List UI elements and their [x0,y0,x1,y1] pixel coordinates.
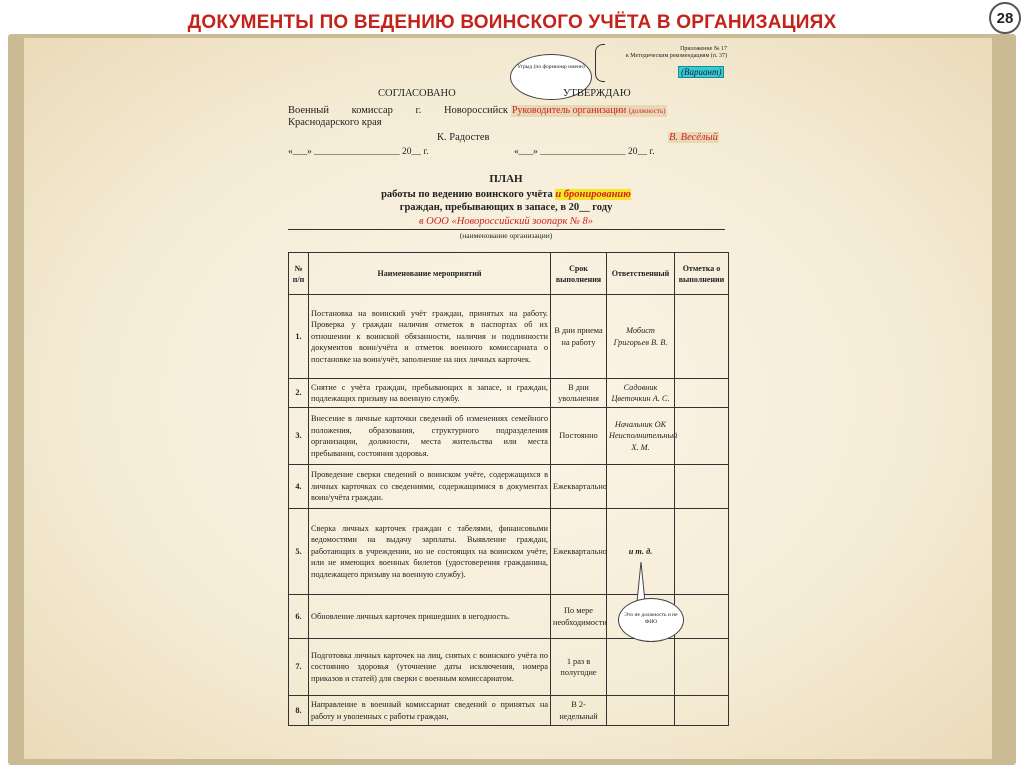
row-term: 1 раз в полугодие [551,639,607,696]
col-header-num: № п/п [289,253,309,295]
date-right: «___» __________________ 20__ г. [514,147,655,157]
head-org-label: Руководитель организации [512,105,627,116]
date-left: «___» __________________ 20__ г. [288,147,429,157]
table-row [289,639,729,696]
row-mark [675,696,729,726]
row-name: Подготовка личных карточек на лиц, снятых с воинского учёта по состоянию здоровья (уточнение даты исключения, номера приказов и статей) для сверки с военным комиссариатом. [309,639,551,696]
plan-subtitle-highlight: и бронированию [555,189,631,200]
row-num: 5. [289,509,309,595]
appendix-line-1: Приложение № 17 [680,46,727,52]
plan-subtitle-2: граждан, пребывающих в запасе, в 20__ году [399,202,613,213]
row-name: Проведение сверки сведений о воинском учёте, содержащихся в личных карточках со сведениями, содержащимися в документах воин/учёта граждан. [309,465,551,509]
row-name: Внесение в личные карточки сведений об изменениях семейного положения, образования, структурного подразделения организации, должности, места жительства или места пребывания, состояния здоровья. [309,408,551,465]
col-header-term: Срок выполнения [551,253,607,295]
table-row [289,465,729,509]
col-header-resp: Ответственный [607,253,675,295]
row-num: 4. [289,465,309,509]
row-resp: Начальник ОК Неисполнительный Х. М. [607,408,675,465]
row-name: Обновление личных карточек пришедших в негодность. [309,595,551,639]
row-resp: Мобист Григорьев В. В. [607,295,675,379]
variant-badge: (Вариант) [678,66,724,78]
plan-document [282,40,730,730]
table-row [289,696,729,726]
approve-label: УТВЕРЖДАЮ [563,88,631,99]
row-mark [675,295,729,379]
col-header-name: Наименование мероприятий [309,253,551,295]
row-mark [675,465,729,509]
table-row [289,379,729,408]
callout-top: Угрыд (по формиомр имени) [510,54,592,100]
appendix-line-2: к Методическим рекомендациям (п. 37) [625,53,727,59]
row-num: 7. [289,639,309,696]
approved-label: СОГЛАСОВАНО [378,88,456,99]
appendix-note [607,46,727,60]
slide-title: ДОКУМЕНТЫ ПО ВЕДЕНИЮ ВОИНСКОГО УЧЁТА В ОРГАНИЗАЦИЯХ [187,12,837,33]
commissar-name: К. Радостев [437,132,490,143]
col-header-mark: Отметка о выполнении [675,253,729,295]
plan-subtitle-text: работы по ведению воинского учёта [381,189,553,200]
row-num: 1. [289,295,309,379]
row-term: Постоянно [551,408,607,465]
row-resp: и т. д. [607,509,675,595]
callout-bottom: Это не должность и не ФИО [618,598,684,642]
row-term: В дни увольнения [551,379,607,408]
row-name: Снятие с учёта граждан, пребывающих в запасе, и граждан, подлежащих призыву на военную службу. [309,379,551,408]
row-term: В 2-недельный [551,696,607,726]
row-num: 6. [289,595,309,639]
row-term: Ежеквартально [551,509,607,595]
head-org-text [511,105,667,117]
table-header-row [289,253,729,295]
row-resp [607,465,675,509]
table-row [289,295,729,379]
row-name: Направление в военный комиссариат сведений о принятых на работу и уволенных с работы граждан, [309,696,551,726]
row-num: 8. [289,696,309,726]
table-row [289,408,729,465]
plan-subtitle-1 [282,189,730,200]
brace-icon [595,44,605,82]
row-term: По мере необходимости [551,595,607,639]
org-caption: (наименование организации) [459,231,553,240]
plan-title: ПЛАН [489,173,523,185]
row-mark [675,509,729,595]
row-term: Ежеквартально [551,465,607,509]
row-term: В дни приема на работу [551,295,607,379]
head-org-note: (должность) [628,107,666,115]
org-name: в ООО «Новороссийский зоопарк № 8» [418,216,594,227]
row-num: 2. [289,379,309,408]
row-resp [607,696,675,726]
callout-pointer-icon [636,562,646,602]
commissar-text: Военный комиссар г. Новороссийск Краснодарского края [288,105,508,128]
page-number: 28 [989,2,1021,34]
table-row [289,509,729,595]
plan-table [288,252,729,726]
row-resp: Садовник Цветочкин А. С. [607,379,675,408]
head-name: В. Весёлый [669,132,718,143]
row-mark [675,639,729,696]
row-mark [675,379,729,408]
row-name: Постановка на воинский учёт граждан, принятых на работу. Проверка у граждан наличия отметок в паспортах об их отношении к воинской обязанности, наличия и подлинности документов воин/учёта и отметок военного комиссариата о постановке на воин/учёт, заполнение на них личных карточек. [309,295,551,379]
row-mark [675,408,729,465]
row-name: Сверка личных карточек граждан с табелями, финансовыми ведомостями на выдачу зарплаты. Выявление граждан, работающих в учреждении, но не состоящих на воинском учёте, или не имеющих военных билетов (удостоверения гражданина, подлежащего призыву на военную службу). [309,509,551,595]
row-num: 3. [289,408,309,465]
row-resp [607,639,675,696]
